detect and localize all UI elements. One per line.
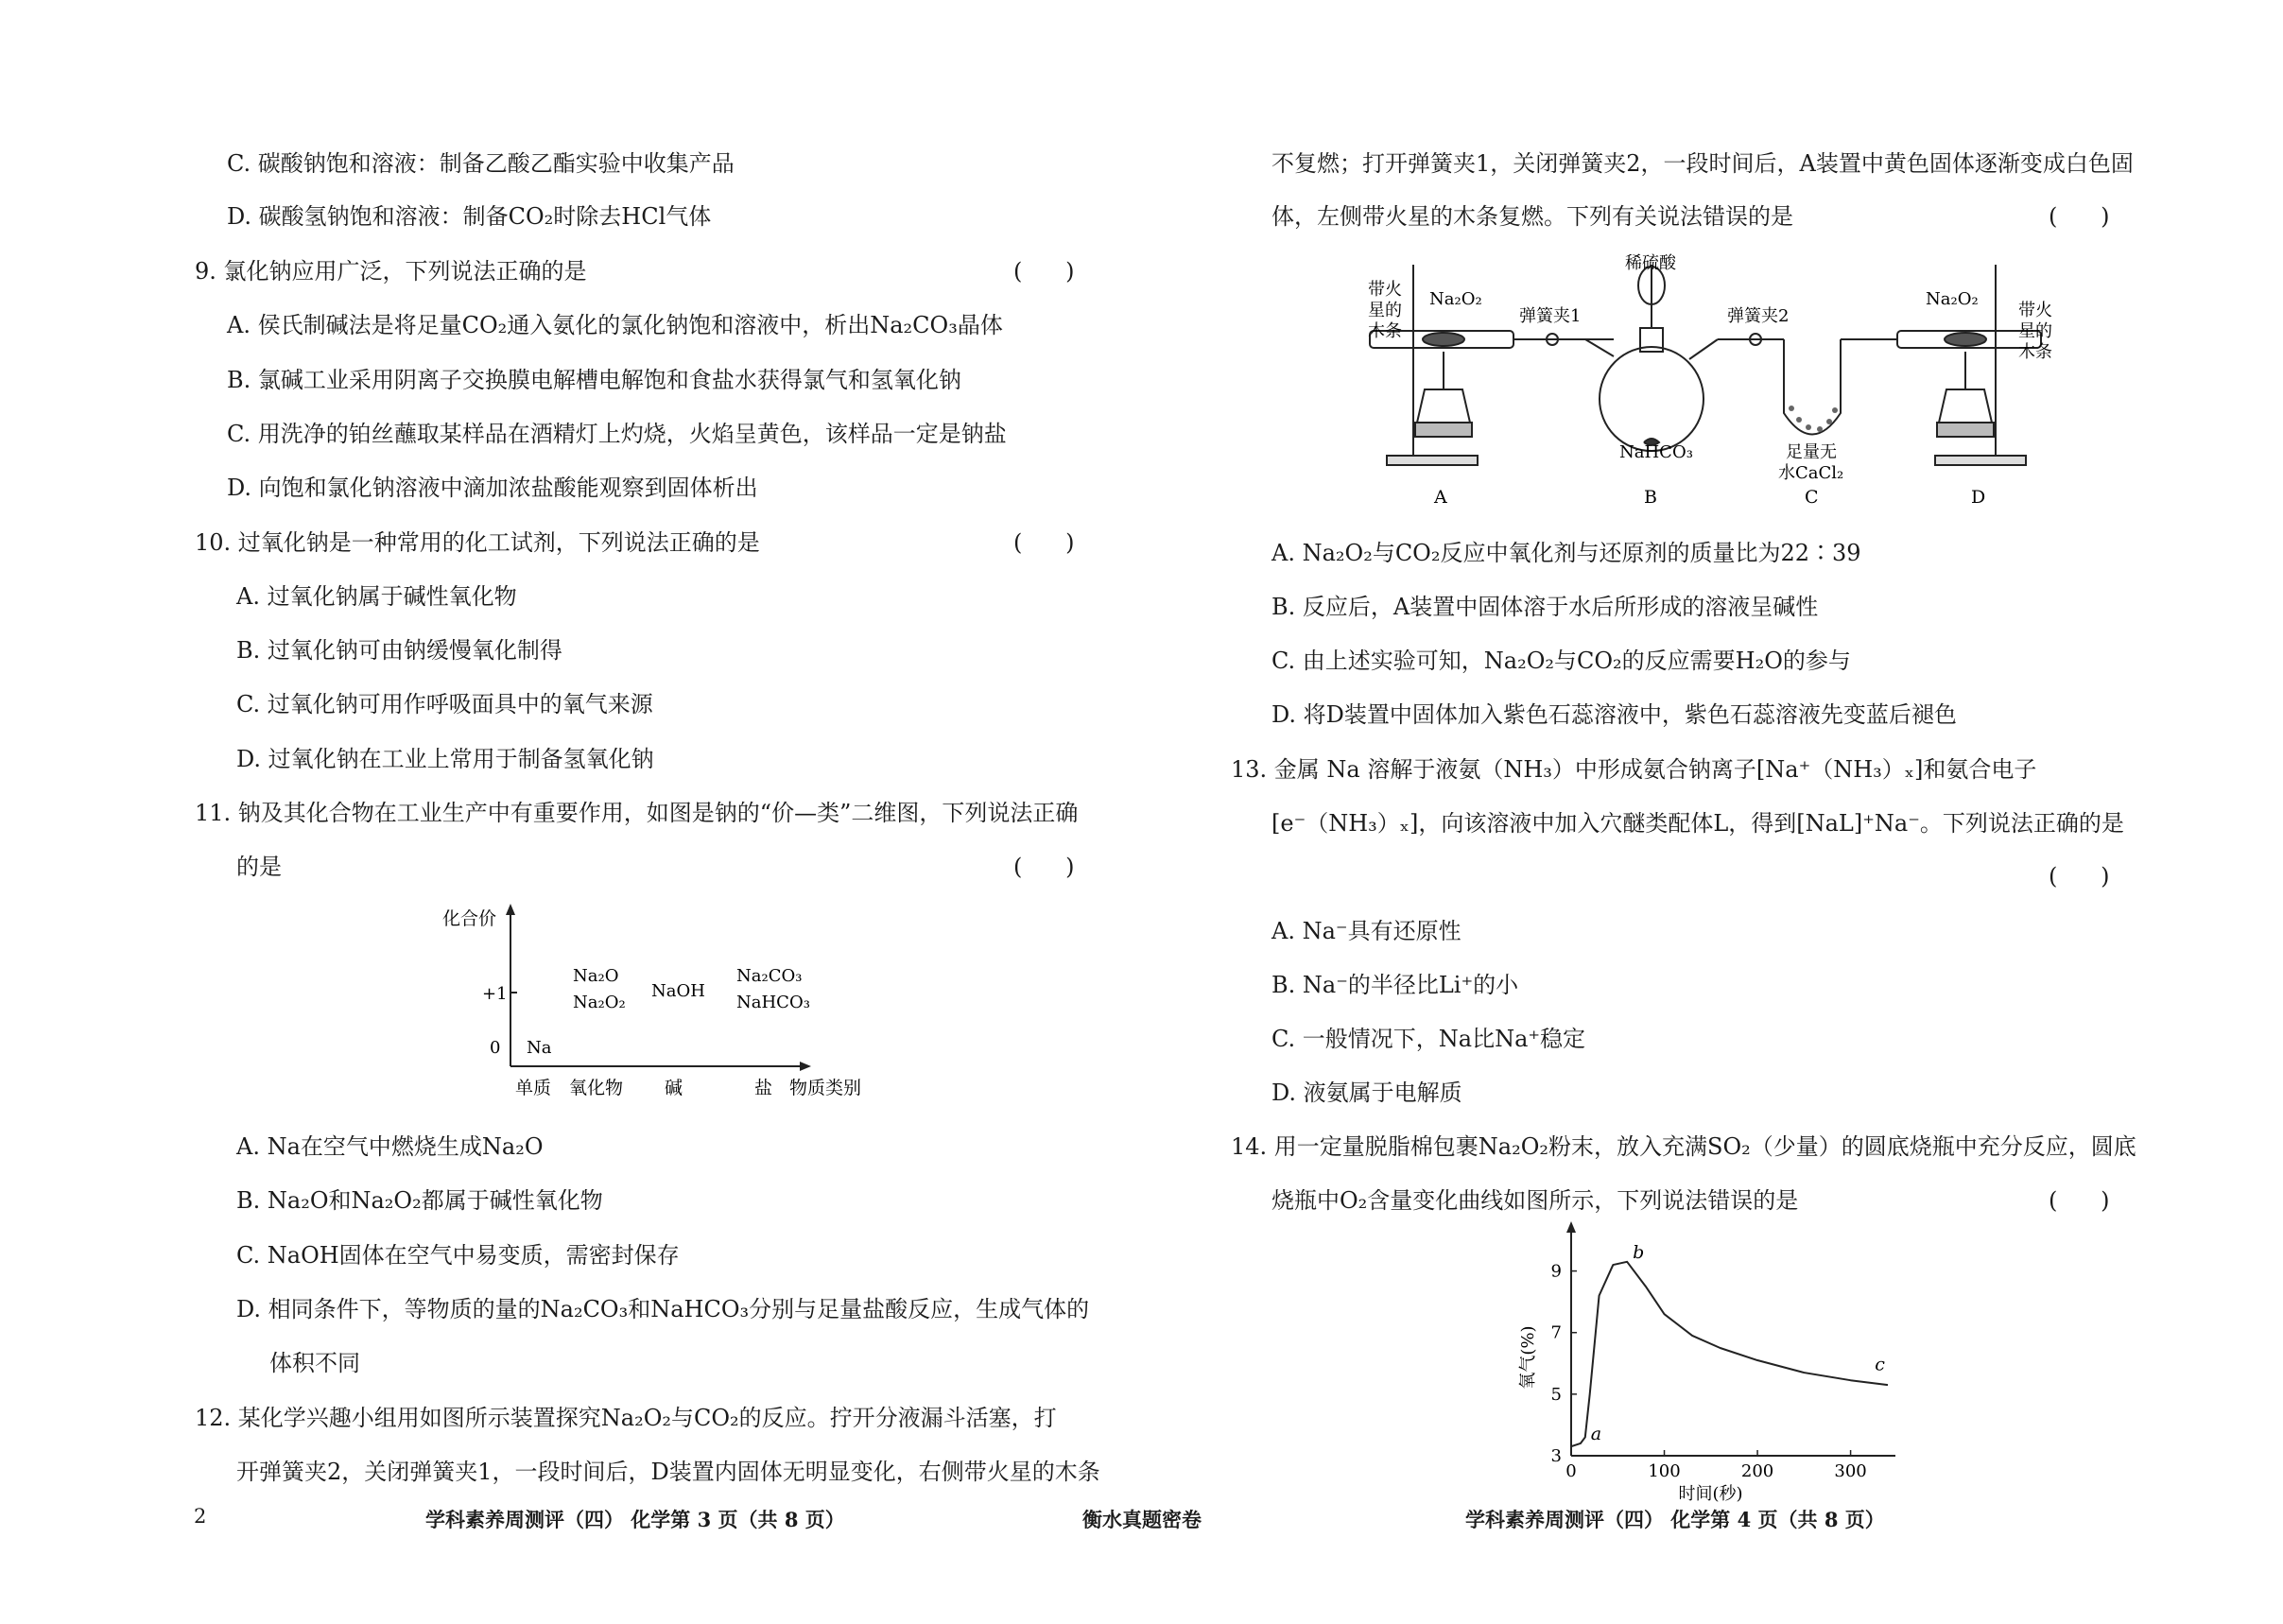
valence-ytick-0: 0: [490, 1038, 501, 1058]
valence-naoh: NaOH: [651, 981, 705, 1001]
q9-option-a: A. 侯氏制碱法是将足量CO₂通入氨化的氯化钠饱和溶液中，析出Na₂CO₃晶体: [227, 312, 1003, 338]
apparatus-label-stick-left-1: 带火: [1368, 280, 1402, 300]
q11-option-c: C. NaOH固体在空气中易变质，需密封保存: [236, 1242, 680, 1269]
q14-stem-line2: 烧瓶中O₂含量变化曲线如图所示，下列说法错误的是: [1271, 1187, 1799, 1214]
q12-option-d: D. 将D装置中固体加入紫色石蕊溶液中，紫色石蕊溶液先变蓝后褪色: [1271, 701, 1957, 728]
o2-y-arrow: [1566, 1221, 1576, 1233]
valence-nahco3: NaHCO₃: [736, 993, 810, 1012]
q13-stem-line1: 13. 金属 Na 溶解于液氨（NH₃）中形成氨合钠离子[Na⁺（NH₃）ₓ]和氨合电子: [1231, 756, 2037, 783]
o2-ylabel: 氧气(%): [1518, 1325, 1538, 1390]
q11-option-b: B. Na₂O和Na₂O₂都属于碱性氧化物: [236, 1187, 603, 1214]
apparatus-label-stick-left-3: 木条: [1368, 321, 1402, 341]
apparatus-diagram: [1368, 248, 2067, 514]
q10-answer-paren: ( ): [1013, 529, 1075, 556]
o2-y-tick-label: 7: [1550, 1322, 1562, 1343]
valence-xcat-base: 碱: [665, 1078, 683, 1098]
apparatus-unit-c: C: [1805, 487, 1819, 508]
q12-answer-paren: ( ): [2049, 203, 2110, 230]
q11-answer-paren: ( ): [1013, 854, 1075, 880]
valence-na: Na: [527, 1038, 552, 1058]
q13-option-a: A. Na⁻具有还原性: [1271, 918, 1461, 944]
apparatus-unit-a: A: [1434, 487, 1447, 508]
q13-stem-line2: [e⁻（NH₃）ₓ]，向该溶液中加入穴醚类配体L，得到[NaL]⁺Na⁻。下列说法正确的是: [1271, 810, 2124, 837]
apparatus-label-cacl2-2: 水CaCl₂: [1778, 463, 1844, 483]
o2-y-tick-label: 3: [1550, 1446, 1562, 1466]
q10-option-b: B. 过氧化钠可由钠缓慢氧化制得: [236, 637, 562, 664]
q13-option-d: D. 液氨属于电解质: [1271, 1080, 1462, 1106]
valence-ylabel: 化合价: [442, 908, 497, 929]
apparatus-label-acid: 稀硫酸: [1625, 253, 1676, 273]
q9-option-d: D. 向饱和氯化钠溶液中滴加浓盐酸能观察到固体析出: [227, 475, 758, 501]
q13-answer-paren: ( ): [2049, 863, 2110, 890]
o2-xlabel: 时间(秒): [1678, 1484, 1743, 1503]
q12-option-a: A. Na₂O₂与CO₂反应中氧化剂与还原剂的质量比为22∶39: [1271, 540, 1861, 566]
valence-na2o2: Na₂O₂: [573, 993, 626, 1012]
apparatus-label-stick-right-1: 带火: [2018, 301, 2052, 320]
apparatus-label-stick-right-3: 木条: [2018, 342, 2052, 362]
q10-stem: 10. 过氧化钠是一种常用的化工试剂，下列说法正确的是: [195, 529, 760, 556]
valence-xcat-oxide: 氧化物: [569, 1078, 624, 1098]
footer-left: 学科素养周测评（四） 化学第 3 页（共 8 页）: [425, 1508, 845, 1531]
q11-stem-line2: 的是: [236, 854, 282, 880]
o2-x-tick-label: 200: [1740, 1461, 1774, 1481]
o2-x-tick-label: 300: [1834, 1461, 1867, 1481]
q9-stem: 9. 氯化钠应用广泛，下列说法正确的是: [195, 258, 587, 285]
q10-option-d: D. 过氧化钠在工业上常用于制备氢氧化钠: [236, 746, 654, 772]
q12-stem-line2: 开弹簧夹2，关闭弹簧夹1，一段时间后，D装置内固体无明显变化，右侧带火星的木条: [236, 1459, 1100, 1485]
q14-answer-paren: ( ): [2049, 1187, 2110, 1214]
valence-xcat-elemental: 单质: [515, 1078, 552, 1098]
o2-point-label-a: a: [1590, 1423, 1602, 1444]
apparatus-label-nahco3: NaHCO₃: [1619, 442, 1693, 462]
valence-ytick-plus1: +1: [482, 984, 508, 1004]
q11-option-a: A. Na在空气中燃烧生成Na₂O: [236, 1133, 544, 1160]
footer-page-number: 2: [194, 1505, 207, 1528]
o2-point-label-c: c: [1875, 1354, 1885, 1375]
q12-stem-line3: 不复燃；打开弹簧夹1，关闭弹簧夹2，一段时间后，A装置中黄色固体逐渐变成白色固: [1271, 150, 2134, 177]
o2-x-tick-label: 0: [1565, 1461, 1577, 1481]
apparatus-label-na2o2-left: Na₂O₂: [1429, 289, 1482, 309]
valence-xlabel: 物质类别: [789, 1078, 862, 1098]
footer-center: 衡水真题密卷: [1082, 1508, 1202, 1531]
q12-option-b: B. 反应后，A装置中固体溶于水后所形成的溶液呈碱性: [1271, 594, 1819, 620]
valence-na2o: Na₂O: [573, 966, 619, 986]
o2-point-label-b: b: [1633, 1241, 1645, 1263]
q10-option-a: A. 过氧化钠属于碱性氧化物: [236, 583, 517, 610]
apparatus-label-na2o2-right: Na₂O₂: [1926, 289, 1979, 309]
apparatus-label-clip1: 弹簧夹1: [1519, 306, 1582, 326]
q14-stem-line1: 14. 用一定量脱脂棉包裹Na₂O₂粉末，放入充满SO₂（少量）的圆底烧瓶中充分反应，圆底: [1231, 1133, 2136, 1160]
apparatus-label-stick-left-2: 星的: [1368, 301, 1402, 320]
q13-option-b: B. Na⁻的半径比Li⁺的小: [1271, 972, 1519, 998]
q8-option-d: D. 碳酸氢钠饱和溶液：制备CO₂时除去HCl气体: [227, 203, 712, 230]
oxygen-chart: [1500, 1219, 1907, 1503]
apparatus-label-stick-right-2: 星的: [2018, 321, 2052, 341]
valence-na2co3: Na₂CO₃: [736, 966, 803, 986]
q12-option-c: C. 由上述实验可知，Na₂O₂与CO₂的反应需要H₂O的参与: [1271, 648, 1851, 674]
apparatus-label-clip2: 弹簧夹2: [1727, 306, 1790, 326]
q13-option-c: C. 一般情况下，Na比Na⁺稳定: [1271, 1026, 1586, 1052]
q9-answer-paren: ( ): [1013, 258, 1075, 285]
q9-option-c: C. 用洗净的铂丝蘸取某样品在酒精灯上灼烧，火焰呈黄色，该样品一定是钠盐: [227, 421, 1007, 447]
q11-option-d-line1: D. 相同条件下，等物质的量的Na₂CO₃和NaHCO₃分别与足量盐酸反应，生成气体的: [236, 1296, 1090, 1322]
q12-stem-line1: 12. 某化学兴趣小组用如图所示装置探究Na₂O₂与CO₂的反应。拧开分液漏斗活塞，打: [195, 1405, 1057, 1431]
apparatus-label-cacl2-1: 足量无: [1786, 442, 1837, 462]
q10-option-c: C. 过氧化钠可用作呼吸面具中的氧气来源: [236, 691, 653, 717]
q12-stem-line4: 体，左侧带火星的木条复燃。下列有关说法错误的是: [1271, 203, 1793, 230]
o2-y-tick-label: 5: [1550, 1384, 1562, 1405]
footer-right: 学科素养周测评（四） 化学第 4 页（共 8 页）: [1465, 1508, 1885, 1531]
o2-curve: [1571, 1262, 1888, 1446]
valence-class-diagram: [430, 898, 884, 1101]
q8-option-c: C. 碳酸钠饱和溶液：制备乙酸乙酯实验中收集产品: [227, 150, 735, 177]
o2-x-tick-label: 100: [1648, 1461, 1681, 1481]
valence-xcat-salt: 盐: [754, 1078, 773, 1098]
q11-option-d-line2: 体积不同: [269, 1350, 360, 1376]
apparatus-unit-d: D: [1971, 487, 1986, 508]
q11-stem-line1: 11. 钠及其化合物在工业生产中有重要作用，如图是钠的“价—类”二维图，下列说法正确: [195, 800, 1079, 826]
apparatus-unit-b: B: [1644, 487, 1657, 508]
q9-option-b: B. 氯碱工业采用阴离子交换膜电解槽电解饱和食盐水获得氯气和氢氧化钠: [227, 367, 961, 393]
o2-y-tick-label: 9: [1550, 1261, 1562, 1282]
